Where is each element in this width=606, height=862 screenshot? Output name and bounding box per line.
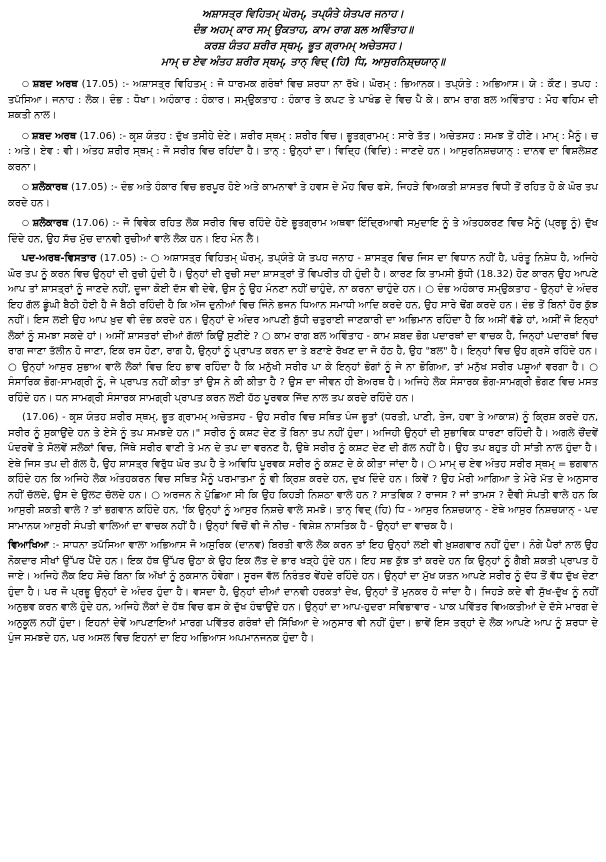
section-term: ਸ਼ਬਦ ਅਰਥ <box>32 79 78 90</box>
section-text: :- ਜੋ ਵਿਵੇਕ ਰਹਿਤ ਲੋਕ ਸਰੀਰ ਵਿਚ ਰਹਿੰਦੇ ਹੋਏ ਭੂਤਗ੍ਰਾਮ ਅਥਵਾ ਇੰਦ੍ਰਿਆਵੀ ਸਮੁਦਾਇ ਨੂੰ ਤੇ ਅੰਤਹਕਰਣ ਵਿਚ ਮੈਨੂੰ (ਪ੍ਰਭੂ ਨੂੰ) ਦੁੱਖ ਦਿੰਦੇ ਹਨ, ਉਹ ਸੱਚ ਮੁੱਚ ਦਾਨਵੀ ਰੁਚੀਆਂ ਵਾਲੇ ਲੋਕ ਹਨ। ਇਹ ਮੰਨ ਲੈ। <box>8 218 598 245</box>
section-ref: (17.05) <box>99 253 137 264</box>
section-ref: (17.06) <box>72 218 109 229</box>
section-text: :- ਦੰਭ ਅਤੇ ਹੰਕਾਰ ਵਿਚ ਭਰਪੂਰ ਹੋਏ ਅਤੇ ਕਾਮਨਾਵਾਂ ਤੇ ਹਵਸ ਦੇ ਮੋਹ ਵਿਚ ਫਸੇ, ਜਿਹੜੇ ਵਿਅਕਤੀ ਸ਼ਾਸਤਰ ਵਿਧੀ ਤੋਂ ਰਹਿਤ ਹੋ ਕੇ ਘੋਰ ਤਪ ਕਰਦੇ ਹਨ। <box>8 182 598 209</box>
bullet-icon: ○ <box>22 218 30 227</box>
section-ref: (17.06) <box>79 130 116 142</box>
shloka-verses <box>8 6 598 70</box>
section-ref: (17.06) <box>22 412 59 423</box>
section-text: - ਕਰ੍ਸ਼ ਯੰਤਹ ਸ਼ਰੀਰ ਸ੍ਥਮ੍, ਭੂਤ ਗ੍ਰਾਮਮ੍ ਅਚੇਤਸਹ - ਉਹ ਸਰੀਰ ਵਿਚ ਸਥਿਤ ਪੰਜ ਭੂਤਾਂ (ਧਰਤੀ, ਪਾਣੀ, ਤੇਜ, ਹਵਾ ਤੇ ਆਕਾਸ਼) ਨੂੰ ਕ੍ਰਿਸ਼ ਕਰਦੇ ਹਨ, ਸਰੀਰ ਨੂੰ ਸੁਕਾਉਂਦੇ ਹਨ ਤੇ ਏਸੇ ਨੂੰ ਤਪ ਸਮਝਦੇ ਹਨ।" ਸਰੀਰ ਨੂੰ ਕਸ਼ਟ ਦੇਣ ਤੋਂ ਬਿਨਾ ਤਪ ਨਹੀਂ ਹੁੰਦਾ। ਅਜਿਹੀ ਉਨ੍ਹਾਂ ਦੀ ਸੁਭਾਵਿਕ ਧਾਰਣਾ ਰਹਿੰਦੀ ਹੈ। ਅਗਲੇ ਚੌਂਦਵੇਂ ਪੰਦਰਵੇਂ ਤੇ ਸੋਲਵੇਂ ਸਲੋਕਾਂ ਵਿਚ, ਜਿੱਥੇ ਸਰੀਰ ਵਾਣੀ ਤੇ ਮਨ ਦੇ ਤਪ ਦਾ ਵਰਨਣ ਹੈ, ਉਥੇ ਸਰੀਰ ਨੂੰ ਕਸ਼ਟ ਦੇਣ ਦੀ ਗੱਲ ਨਹੀਂ ਹੈ। ਉਹ ਤਪ ਬਹੁਤ ਹੀ ਸਾਂਤੀ ਨਾਲ ਹੁੰਦਾ ਹੈ। ਏਥੇ ਜਿਸ ਤਪ ਦੀ ਗੱਲ ਹੈ, ਉਹ ਸ਼ਾਸਤ੍ਰ ਵਿਰੁੱਧ ਘੋਰ ਤਪ ਹੈ ਤੇ ਅਵਿਧਿ ਪੂਰਵਕ ਸਰੀਰ ਨੂੰ ਕਸ਼ਟ ਦੇ ਕੇ ਕੀਤਾ ਜਾਂਦਾ ਹੈ। ○ ਮਾਮ੍ ਚ ਏਵ ਅੰਤਹ ਸਰੀਰ ਸ੍ਥਮ੍ = ਭਗਵਾਨ ਕਹਿੰਦੇ ਹਨ ਕਿ ਅਜਿਹੇ ਲੋਕ ਅੰਤਹਕਰਨ ਵਿਚ ਸਥਿਤ ਮੈਨੂੰ ਪਰਮਾਤਮਾ ਨੂੰ ਵੀ ਕ੍ਰਿਸ਼ ਕਰਦੇ ਹਨ, ਦੁਖ ਦਿੰਦੇ ਹਨ। ਕਿਵੇਂ ? ਉਹ ਮੇਰੀ ਆਗਿਆ ਤੇ ਮੇਰੇ ਮੱਤ ਦੇ ਅਨੁਸਾਰ ਨਹੀਂ ਚੱਲਦੇ, ਉਸ ਦੇ ਉਲਟ ਚੱਲਦੇ ਹਨ। ○ ਅਰਜਨ ਨੇ ਪੁੱਛਿਆ ਸੀ ਕਿ ਉਹ ਕਿਹੜੀ ਨਿਸ਼ਠਾ ਵਾਲੇ ਹਨ ? ਸਾਤਵਿਕ ? ਰਾਜਸ ? ਜਾਂ ਤਾਮਸ ? ਦੈਵੀ ਸੰਪਤੀ ਵਾਲੇ ਹਨ ਕਿ ਆਸੁਰੀ ਸ਼ਕਤੀ ਵਾਲੇ ? ਤਾਂ ਭਗਵਾਨ ਕਹਿੰਦੇ ਹਨ, 'ਕਿ ਉਨ੍ਹਾਂ ਨੂੰ ਆਸੁਰ ਨਿਸ਼ਚੇ ਵਾਲੇ ਸਮਝੋ। ਤਾਨ੍ ਵਿਦ੍ (ਹਿ) ਧਿ - ਆਸੁਰ ਨਿਸ਼ਚਯਾਨ੍ - ਏਥੇ ਆਸੁਰ ਨਿਸ਼ਚਯਾਨ੍ - ਪਦ ਸਾਮਾਨਯ ਆਸੁਰੀ ਸੰਪਤੀ ਵਾਲਿਆਂ ਦਾ ਵਾਚਕ ਨਹੀਂ ਹੈ। ਉਨ੍ਹਾਂ ਵਿਚੋਂ ਵੀ ਜੋ ਨੀਚ - ਵਿਸ਼ੇਸ਼ ਨਾਸਤਿਕ ਹੈ - ਉਨ੍ਹਾਂ ਦਾ ਵਾਚਕ ਹੈ। <box>8 412 598 532</box>
bullet-icon: ○ <box>22 182 30 191</box>
section-term: ਸ਼ਲੋਕਾਰਥ <box>32 182 68 193</box>
section-ref: (17.05) <box>70 182 108 193</box>
vyakhya-section <box>8 538 598 647</box>
section-term: ਪਦ-ਅਰਥ-ਵਿਸਤਾਰ <box>22 253 97 264</box>
shloka-line-2: ਦੰਭ ਅਹਮ੍ ਕਾਰ ਸਮ੍ ਉਕਤਾਹ, ਕਾਮ ਰਾਗ ਬਲ ਅਵਿੰਤਾਹ॥ <box>192 24 414 36</box>
shabad-arth-17-05 <box>8 76 598 124</box>
section-term: ਸ਼ਲੋਕਾਰਥ <box>32 218 69 229</box>
shabad-arth-17-06 <box>8 128 598 176</box>
section-text: :- ਅਸ਼ਾਸਤ੍ਰ ਵਿਹਿਤਮ੍ : ਜੋ ਧਾਰਮਕ ਗਰੰਥਾਂ ਵਿਚ ਸ਼ਰਧਾ ਨਾ ਰੱਖੇ। ਘੋਰਮ੍ : ਭਿਆਨਕ। ਤਪ੍ਯੰਤੇ : ਅਭਿਆਸ। ਯੇ : ਕੌਣ। ਤਪਹ : ਤਪੱਸਿਆ। ਜਨਾਹ : ਲੋਕ। ਦੰਭ : ਧੋਖਾ। ਅਹੰਕਾਰ : ਹੰਕਾਰ। ਸਮ੍ਉਕਤਾਹ : ਹੰਕਾਰ ਤੇ ਕਪਟ ਤੇ ਪਾਖੰਡ ਦੇ ਵਿਚ ਪੈ ਕੇ। ਕਾਮ ਰਾਗ ਬਲ ਅਵਿੰਤਾਹ : ਮੋਹ ਵਹਿਮ ਦੀ ਸ਼ਕਤੀ ਨਾਲ। <box>8 79 598 121</box>
section-term: ਵਿਆਖਿਆ <box>8 540 49 551</box>
section-text: :- ਕਰ੍ਸ਼ ਯੰਤਹ : ਦੁੱਖ ਤਸੀਹੇ ਦੇਣੇ। ਸ਼ਰੀਰ ਸ੍ਥਮ੍ : ਸ਼ਰੀਰ ਵਿਚ। ਭੂਤਗ੍ਰਾਮਮ੍ : ਸਾਰੇ ਤੱਤ। ਅਚੇਤਸਹ : ਸਮਝ ਤੋਂ ਹੀਣੇ। ਮਾਮ੍ : ਮੈਨੂੰ। ਚ : ਅਤੇ। ਏਵ : ਵੀ। ਅੰਤਹ ਸ਼ਰੀਰ ਸ੍ਥਮ੍ : ਜੋ ਸਰੀਰ ਵਿਚ ਰਹਿਂਦਾ ਹੈ। ਤਾਨ੍ : ਉਨ੍ਹਾਂ ਦਾ। ਵਿਦ੍ਹਿ (ਵਿਦਿ) : ਜਾਣਦੇ ਹਨ। ਆਸੁਰਨਿਸ਼ਚਯਾਨ੍ : ਦਾਨਵ ਦਾ ਵਿਸ਼ਲੇਸ਼ਣ ਕਰਨਾ। <box>8 130 598 173</box>
bullet-icon: ○ <box>22 130 30 140</box>
pad-arth-vistar-17-06 <box>8 410 598 534</box>
section-text: :- ਸਾਧਨਾ ਤਪੱਸਿਆ ਵਾਲਾ ਅਭਿਆਸ ਜੋ ਅਸੁਰਿਕ (ਦਾਨਵ) ਬਿਰਤੀ ਵਾਲੇ ਲੋਕ ਕਰਨ ਤਾਂ ਇਹ ਉਨ੍ਹਾਂ ਲਈ ਵੀ ਖ਼ੁਸ਼ਗਵਾਰ ਨਹੀਂ ਹੁੰਦਾ। ਨੰਗੇ ਪੈਰਾਂ ਨਾਲ ਉਹ ਨੋਕਦਾਰ ਸੀਖਾਂ ਉੱਪਰ ਪੈਂਦੇ ਹਨ। ਇਕ ਹੱਥ ਉੱਪਰ ਉਠਾ ਕੇ ਉਹ ਇਕ ਲੱਤ ਦੇ ਭਾਰ ਖੜ੍ਹੇ ਹੁੰਦੇ ਹਨ। ਇਹ ਸਭ ਕੁੱਝ ਤਾਂ ਕਰਦੇ ਹਨ ਕਿ ਉਨ੍ਹਾਂ ਨੂੰ ਗੈਬੀ ਸ਼ਕਤੀ ਪ੍ਰਾਪਤ ਹੋ ਜਾਏ। ਅਜਿਹੇ ਲੋਕ ਇਹ ਸੋਚੇ ਬਿਨਾ ਕਿ ਅੱਖਾਂ ਨੂੰ ਨੁਕਸਾਨ ਹੋਵੇਗਾ। ਸੂਰਜ ਵੱਲ ਨਿਰੰਤਰ ਵੇਂਹਦੇ ਰਹਿੰਦੇ ਹਨ। ਉਨ੍ਹਾਂ ਦਾ ਮੁੱਖ ਯਤਨ ਆਪਣੇ ਸਰੀਰ ਨੂੰ ਦੱਧ ਤੋਂ ਵੱਧ ਦੁੱਖ ਦੇਣਾ ਹੁੰਦਾ ਹੈ। ਪਰ ਜੋ ਪ੍ਰਭੂ ਉਨ੍ਹਾਂ ਦੇ ਅੰਦਰ ਹੁੰਦਾ ਹੈ। ਵਸਦਾ ਹੈ, ਉਨ੍ਹਾਂ ਦੀਆਂ ਦਾਨਵੀ ਹਰਕਤਾਂ ਦੇਖ, ਉਨ੍ਹਾਂ ਤੋਂ ਮੁਨਕਰ ਹੋ ਜਾਂਦਾ ਹੈ। ਜਿਹੜੇ ਕਦੇ ਵੀ ਸੁੱਖ-ਦੁੱਖ ਨੂੰ ਨਹੀਂ ਅਨੁਭਵ ਕਰਨ ਵਾਲੇ ਹੁੰਦੇ ਹਨ, ਅਜਿਹੇ ਲੋਕਾਂ ਦੇ ਹੱਥ ਵਿਚ ਫਸ ਕੇ ਦੁੱਖ ਹੰਢਾਉਂਦੇ ਹਨ। ਉਨ੍ਹਾਂ ਦਾ ਆਪ-ਹੁਦਰਾ ਸਵਿਭਾਵਾਰ - ਪਾਕ ਪਵਿੱਤਰ ਵਿਅਕਤੀਆਂ ਦੇ ਦੱਸੇ ਮਾਰਗ ਦੇ ਅਨੁਕੂਲ ਨਹੀਂ ਹੁੰਦਾ। ਇਹਨਾਂ ਦੇਵੇਂ ਆਪਣਾਇਆਂ ਮਾਰਗ ਪਵਿੱਤਰ ਗਰੰਥਾਂ ਦੀ ਸਿੱਖਿਆ ਦੇ ਅਨੁਸਾਰ ਵੀ ਨਹੀਂ ਹੁੰਦਾ। ਭਾਵੇਂ ਇਸ ਤਰ੍ਹਾਂ ਦੇ ਲੋਕ ਆਪਣੇ ਆਪ ਨੂੰ ਸ਼ਰਧਾ ਦੇ ਪੁੰਜ ਸਮਝਦੇ ਹਨ, ਪਰ ਅਸਲ ਵਿਚ ਇਹਨਾਂ ਦਾ ਇਹ ਅਭਿਆਸ ਅਪਮਾਨਜਨਕ ਹੁੰਦਾ ਹੈ। <box>8 540 598 644</box>
section-ref: (17.05) <box>81 79 119 90</box>
shloka-line-4: ਮਾਮ੍ ਚ ਏਵ ਅੰਤਹ ਸ਼ਰੀਰ ਸ੍ਥਮ੍, ਤਾਨ੍ ਵਿਦ੍ (ਹਿ) ਧਿ, ਆਸੁਰਨਿਸ਼੍ਚਯਾਨ੍॥ <box>161 56 445 68</box>
section-text: :- ○ ਅਸ਼ਾਸਤ੍ਰ ਵਿਹਿਤਮ੍ ਘੋਰਮ੍, ਤਪ੍ਯੰਤੇ ਯੇ ਤਪਹ ਜਨਾਹ - ਸ਼ਾਸਤ੍ਰ ਵਿਚ ਜਿਸ ਦਾ ਵਿਧਾਨ ਨਹੀਂ ਹੈ, ਪਰੰਤੂ ਨਿਸ਼ੇਧ ਹੈ, ਅਜਿਹੇ ਘੋਰ ਤਪ ਨੂੰ ਕਰਨ ਵਿਚ ਉਨ੍ਹਾਂ ਦੀ ਰੁਚੀ ਹੁੰਦੀ ਹੈ। ਉਨ੍ਹਾਂ ਦੀ ਰੁਚੀ ਸਦਾ ਸ਼ਾਸਤ੍ਰਾਂ ਤੋਂ ਵਿਪਰੀਤ ਹੀ ਹੁੰਦੀ ਹੈ। ਕਾਰਣ ਕਿ ਤਾਮਸੀ ਬੁੱਧੀ (18.32) ਹੋਣ ਕਾਰਨ ਉਹ ਆਪਣੇ ਆਪ ਤਾਂ ਸ਼ਾਸਤ੍ਰਾਂ ਨੂੰ ਜਾਣਦੇ ਨਹੀਂ, ਦੂਜਾ ਕੋਈ ਦੱਸ ਵੀ ਦੇਵੇ, ਉਸ ਨੂੰ ਉਹ ਮੰਨਣਾ ਨਹੀਂ ਚਾਹੁੰਦੇ, ਨਾ ਕਰਨਾ ਚਾਹੁੰਦੇ ਹਨ। ○ ਦੰਭ ਅਹੰਕਾਰ ਸਮ੍ਉਕਤਾਹ - ਉਨ੍ਹਾਂ ਦੇ ਅੰਦਰ ਇਹ ਗੱਲ ਡੂੰਘੀ ਬੈਠੀ ਹੋਈ ਹੈ ਜੋ ਬੈਠੀ ਰਹਿੰਦੀ ਹੈ ਕਿ ਅੱਜ ਦੁਨੀਆਂ ਵਿਚ ਜਿੰਨੇ ਭਜਨ ਧਿਆਨ ਸਮਾਧੀ ਆਦਿ ਕਰਦੇ ਹਨ, ਉਹ ਸਾਰੇ ਢੋਂਗ ਕਰਦੇ ਹਨ। ਦੰਭ ਤੋਂ ਬਿਨਾਂ ਹੋਰ ਕੁੱਝ ਨਹੀਂ। ਇਸ ਲਈ ਉਹ ਆਪ ਖ਼ੁਦ ਵੀ ਦੰਭ ਕਰਦੇ ਹਨ। ਉਨ੍ਹਾਂ ਦੇ ਅੰਦਰ ਆਪਣੀ ਬੁੱਧੀ ਚਤੁਰਾਈ ਜਾਣਕਾਰੀ ਦਾ ਅਭਿਮਾਨ ਰਹਿੰਦਾ ਹੈ ਕਿ ਅਸੀਂ ਵੱਡੇ ਹਾਂ, ਅਸੀਂ ਜੋ ਇਨ੍ਹਾਂ ਲੋਕਾਂ ਨੂੰ ਸਮਝਾ ਸਕਦੇ ਹਾਂ। ਅਸੀਂ ਸ਼ਾਸਤਰਾਂ ਦੀਆਂ ਗੱਲਾਂ ਕਿਉਂ ਸੁਣੀਏ ? ○ ਕਾਮ ਰਾਗ ਬਲ ਅਵਿੰਤਾਹ - ਕਾਮ ਸ਼ਬਦ ਭੋਗ ਪਦਾਰਥਾਂ ਦਾ ਵਾਚਕ ਹੈ, ਜਿਨ੍ਹਾਂ ਪਦਾਰਥਾਂ ਵਿਚ ਰਾਗ ਜਾਣਾ ਤੱਲੀਨ ਹੋ ਜਾਣਾ, ਇਕ ਰਸ ਹੋਣਾ, ਰਾਗ ਹੈ, ਉਨ੍ਹਾਂ ਨੂੰ ਪ੍ਰਾਪਤ ਕਰਨ ਦਾ ਤੇ ਬਣਾਏ ਰੱਖਣ ਦਾ ਜੋ ਹੱਠ ਹੈ, ਉਹ "ਬਲ" ਹੈ। ਇਨ੍ਹਾਂ ਵਿਚ ਉਹ ਗ੍ਰਸੇ ਰਹਿੰਦੇ ਹਨ। ○ ਉਨ੍ਹਾਂ ਆਸੁਰ ਸੁਭਾਅ ਵਾਲੇ ਲੋਕਾਂ ਵਿਚ ਇਹ ਭਾਵ ਰਹਿੰਦਾ ਹੈ ਕਿ ਮਨੁੱਖੀ ਸਰੀਰ ਪਾ ਕੇ ਇਨ੍ਹਾਂ ਭੋਗਾਂ ਨੂੰ ਜੇ ਨਾ ਭੋਗਿਆ, ਤਾਂ ਮਨੁੱਖ ਸਰੀਰ ਪਸ਼ੂਆਂ ਵਰਗਾ ਹੈ। ○ ਸੰਸਾਰਿਕ ਭੋਗ-ਸਾਮਗ੍ਰੀ ਨੂੰ, ਜੇ ਪ੍ਰਾਪਤ ਨਹੀਂ ਕੀਤਾ ਤਾਂ ਉਸ ਨੇ ਕੀ ਕੀਤਾ ਹੈ ? ਉਸ ਦਾ ਜੀਵਨ ਹੀ ਬੇਅਰਥ ਹੈ। ਅਜਿਹੇ ਲੋਕ ਸੰਸਾਰਕ ਭੋਗ-ਸਾਮਗ੍ਰੀ ਭੋਗਣ ਵਿਚ ਮਸਤ ਰਹਿੰਦੇ ਹਨ। ਧਨ ਸਾਮਗ੍ਰੀ ਸੰਸਾਰਕ ਸਾਮਗ੍ਰੀ ਪ੍ਰਾਪਤ ਕਰਨ ਲਈ ਹੱਠ ਪੂਰਵਕ ਜਿੱਦ ਨਾਲ ਤਪ ਕਰਦੇ ਰਹਿੰਦੇ ਹਨ। <box>8 253 598 404</box>
bullet-icon: ○ <box>22 79 30 88</box>
section-term: ਸ਼ਬਦ ਅਰਥ <box>32 130 77 142</box>
shlokarth-17-06 <box>8 215 598 247</box>
shloka-line-1: ਅਸ਼ਾਸਤ੍ਰ ਵਿਹਿਤਮ੍ ਘੋਰਮ੍, ਤਪ੍ਯੰਤੇ ਯੇਤਪਰ ਜਨਾਹ। <box>202 8 404 20</box>
pad-arth-vistar-17-05 <box>8 251 598 406</box>
shlokarth-17-05 <box>8 179 598 211</box>
shloka-line-3: ਕਰਸ਼ ਯੰਤਹ ਸ਼ਰੀਰ ਸ੍ਥਮ੍, ਭੂਤ ਗ੍ਰਾਮਮ੍ ਅਚੇਤਸਹ। <box>203 40 403 52</box>
